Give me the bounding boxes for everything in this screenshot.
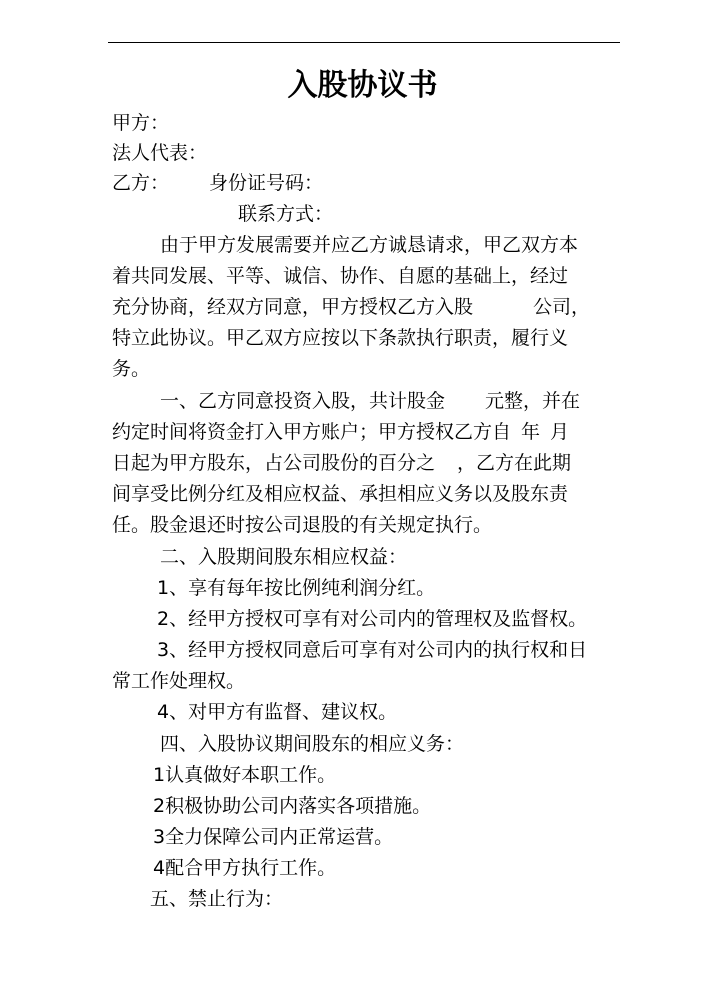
clause1-percent-text: 日起为甲方股东，占公司股份的百分之: [112, 452, 436, 474]
clause1-line-4: 间享受比例分红及相应权益、承担相应义务以及股东责: [112, 483, 569, 505]
obligation-item-2: 2积极协助公司内落实各项措施。: [153, 795, 432, 817]
rights-item-2: 2、经甲方授权可享有对公司内的管理权及监督权。: [157, 608, 588, 630]
document-title: 入股协议书: [287, 68, 438, 103]
clause1-yuan-text: 元整，并在: [485, 390, 581, 412]
legal-rep-label: 法人代表：: [112, 142, 208, 164]
clause1-month: 月: [550, 421, 570, 443]
id-number-label: 身份证号码：: [209, 172, 324, 194]
obligation-item-1: 1认真做好本职工作。: [153, 764, 337, 786]
party-b-label: 乙方：: [112, 172, 170, 194]
rights-item-1: 1、享有每年按比例纯利润分红。: [157, 577, 436, 599]
obligation-item-4: 4配合甲方执行工作。: [153, 857, 337, 879]
header-rule: [108, 42, 620, 43]
clause1-period-text: ，乙方在此期: [457, 452, 572, 474]
intro-line-3: [112, 295, 590, 319]
party-a-label: 甲方：: [112, 112, 170, 134]
clause1-year: 年: [521, 421, 541, 443]
intro-line-4: 特立此协议。甲乙双方应按以下条款执行职责，履行义: [112, 327, 569, 349]
contact-label: 联系方式：: [238, 203, 334, 225]
rights-heading: 二、入股期间股东相应权益：: [160, 546, 408, 568]
rights-item-3: 3、经甲方授权同意后可享有对公司内的执行权和日: [157, 639, 588, 661]
clause1-line-3: [112, 451, 571, 475]
intro-line-3-company: 公司，: [533, 296, 591, 318]
clause1-shares-text: 一、乙方同意投资入股，共计股金: [160, 390, 446, 412]
clause1-line-1: [160, 389, 580, 413]
intro-line-1: 由于甲方发展需要并应乙方诚恳请求，甲乙双方本: [160, 234, 579, 256]
rights-item-4: 4、对甲方有监督、建议权。: [157, 701, 398, 723]
party-b-line: [112, 171, 323, 195]
clause1-time-text: 约定时间将资金打入甲方账户；甲方授权乙方自: [112, 421, 512, 443]
intro-line-5: 务。: [112, 358, 151, 380]
clause1-line-2: [112, 420, 569, 444]
obligations-heading: 四、入股协议期间股东的相应义务：: [160, 733, 465, 755]
obligation-item-3: 3全力保障公司内正常运营。: [153, 826, 394, 848]
clause1-line-5: 任。股金退还时按公司退股的有关规定执行。: [112, 514, 493, 536]
intro-line-3-text: 充分协商，经双方同意，甲方授权乙方入股: [112, 296, 474, 318]
intro-line-2: 着共同发展、平等、诚信、协作、自愿的基础上，经过: [112, 265, 569, 287]
rights-item-3-cont: 常工作处理权。: [112, 670, 246, 692]
prohibited-heading: 五、禁止行为：: [150, 888, 284, 910]
